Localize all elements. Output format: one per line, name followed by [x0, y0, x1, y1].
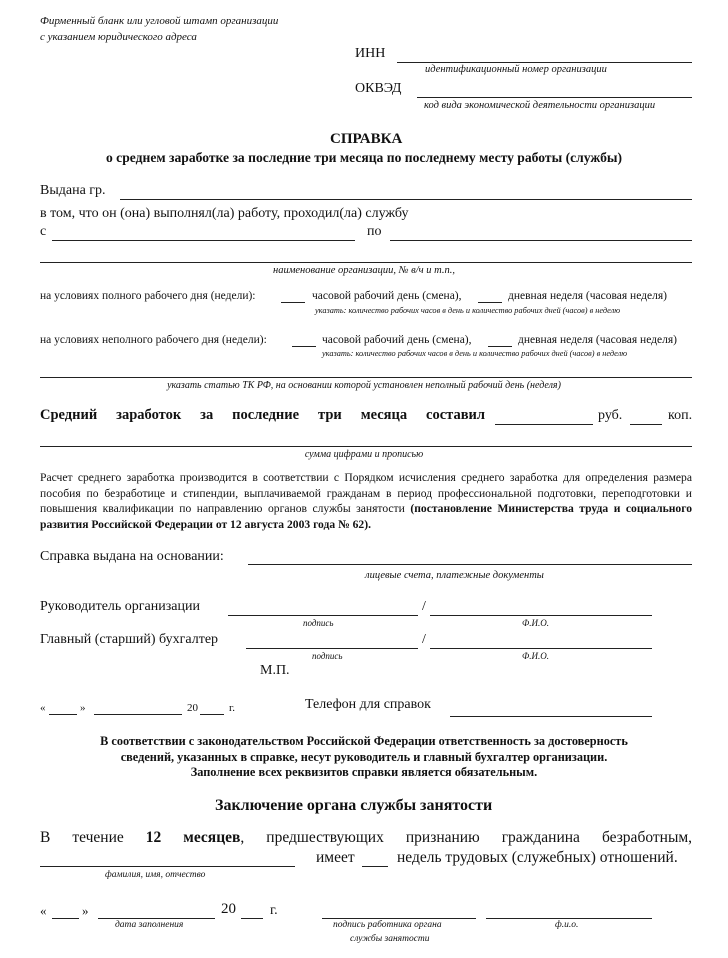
issued-to-label: Выдана гр.: [40, 183, 106, 198]
phone-field[interactable]: [450, 716, 652, 717]
okved-label: ОКВЭД: [355, 81, 402, 96]
kop-label: коп.: [668, 408, 693, 423]
citizen-name-field[interactable]: [120, 199, 692, 200]
to-date-field[interactable]: [390, 240, 692, 241]
director-fio-field[interactable]: [430, 615, 652, 616]
part-time-days-field[interactable]: [488, 346, 512, 347]
stamp-place: М.П.: [260, 663, 290, 678]
worked-text: в том, что он (она) выполнял(ла) работу, проходил(ла) службу: [40, 206, 409, 221]
year-prefix: 20: [221, 901, 236, 917]
fill-day-field[interactable]: [52, 918, 79, 919]
quote-open: «: [40, 702, 46, 714]
year-field[interactable]: [200, 714, 224, 715]
doc-subtitle: о среднем заработке за последние три месяца по последнему месту работы (службы): [105, 150, 623, 165]
org-caption: наименование организации, № в/ч и т.п.,: [272, 265, 455, 276]
notice-line-2: сведений, указанных в справке, несут руководитель и главный бухгалтер организации.: [120, 750, 608, 764]
basis-label: Справка выдана на основании:: [40, 549, 224, 564]
doc-title: СПРАВКА: [330, 131, 403, 147]
full-time-hours-field[interactable]: [281, 302, 305, 303]
date-caption: дата заполнения: [115, 920, 184, 930]
accountant-signature-field[interactable]: [246, 648, 418, 649]
part-time-label: на условиях неполного рабочего дня (недели):: [40, 334, 267, 346]
worker-sign-caption-2: службы занятости: [350, 934, 430, 944]
accountant-sign-caption: подпись: [312, 651, 343, 661]
phone-label: Телефон для справок: [305, 697, 431, 712]
has-label: имеет: [316, 849, 355, 866]
tk-article-field[interactable]: [40, 377, 692, 378]
accountant-fio-field[interactable]: [430, 648, 652, 649]
organization-field[interactable]: [40, 262, 692, 263]
part-time-caption: указать: количество рабочих часов в день и количество рабочих дней (часов) в неделю: [322, 349, 628, 358]
worker-sign-caption: подпись работника органа: [333, 920, 442, 930]
full-time-caption: указать: количество рабочих часов в день и количество рабочих дней (часов) в неделю: [315, 306, 621, 315]
director-fio-caption: Ф.И.О.: [522, 618, 549, 628]
director-label: Руководитель организации: [40, 599, 200, 614]
director-sign-caption: подпись: [303, 618, 334, 628]
okved-field[interactable]: [417, 97, 692, 98]
accountant-fio-caption: Ф.И.О.: [522, 651, 549, 661]
sum-words-field[interactable]: [40, 446, 692, 447]
full-time-hours-text: часовой рабочий день (смена),: [312, 290, 462, 302]
fio-caption: фамилия, имя, отчество: [105, 870, 206, 880]
from-label: с: [40, 224, 47, 239]
year-suffix: г.: [270, 903, 278, 918]
worker-signature-field[interactable]: [322, 918, 476, 919]
tk-caption: указать статью ТК РФ, на основании которой установлен неполный рабочий день (неделя): [167, 380, 561, 391]
year-suffix: г.: [229, 702, 236, 714]
full-time-days-text: дневная неделя (часовая неделя): [508, 290, 667, 302]
part-time-days-text: дневная неделя (часовая неделя): [518, 334, 677, 346]
conclusion-text: В течение 12 месяцев, предшествующих признанию гражданина безработным,: [40, 829, 693, 846]
weeks-field[interactable]: [362, 866, 388, 867]
inn-caption: идентификационный номер организации: [425, 64, 607, 75]
worker-fio-caption: ф.и.о.: [555, 920, 579, 930]
basis-caption: лицевые счета, платежные документы: [365, 570, 544, 581]
calculation-paragraph: Расчет среднего заработка производится в соответствии с Порядком исчисления среднего заработка для определения размера пособия по безработице и стипендии, выплачиваемой гражданам в период профессиональной подготовки, переподготовки и повышения квалификации по направлению органов службы занятости (постановление Министерства труда и социального развития Российской Федерации от 12 августа 2003 года № 62).: [40, 471, 692, 531]
avg-earnings-text: Средний заработок за последние три месяца составил: [40, 407, 486, 423]
slash: /: [422, 632, 426, 647]
full-time-days-field[interactable]: [478, 302, 502, 303]
sum-caption: сумма цифрами и прописью: [304, 449, 424, 460]
inn-label: ИНН: [355, 46, 386, 61]
part-time-hours-text: часовой рабочий день (смена),: [322, 334, 472, 346]
part-time-hours-field[interactable]: [292, 346, 316, 347]
quote-open: «: [40, 903, 47, 918]
fill-year-field[interactable]: [241, 918, 263, 919]
stamp-note: Фирменный бланк или угловой штамп организации: [40, 15, 279, 27]
worker-fio-field[interactable]: [486, 918, 652, 919]
accountant-label: Главный (старший) бухгалтер: [40, 632, 219, 647]
full-time-label: на условиях полного рабочего дня (недели):: [40, 290, 256, 302]
stamp-note-2: с указанием юридического адреса: [40, 31, 197, 43]
to-label: по: [367, 224, 382, 239]
okved-caption: код вида экономической деятельности организации: [424, 100, 656, 111]
fill-month-field[interactable]: [98, 918, 215, 919]
basis-field[interactable]: [248, 564, 692, 565]
weeks-text: недель трудовых (служебных) отношений.: [397, 849, 678, 866]
kop-field[interactable]: [630, 424, 662, 425]
quote-close: »: [82, 903, 89, 918]
rub-field[interactable]: [495, 424, 593, 425]
slash: /: [422, 599, 426, 614]
month-field[interactable]: [94, 714, 182, 715]
quote-close: »: [80, 702, 86, 714]
from-date-field[interactable]: [52, 240, 355, 241]
director-signature-field[interactable]: [228, 615, 418, 616]
notice-line-1: В соответствии с законодательством Российской Федерации ответственность за достоверность: [100, 734, 628, 748]
day-field[interactable]: [49, 714, 77, 715]
year-prefix: 20: [187, 702, 198, 714]
conclusion-title: Заключение органа службы занятости: [215, 797, 493, 814]
citizen-fio-field[interactable]: [40, 866, 295, 867]
rub-label: руб.: [598, 408, 623, 423]
notice-line-3: Заполнение всех реквизитов справки является обязательным.: [190, 765, 538, 779]
